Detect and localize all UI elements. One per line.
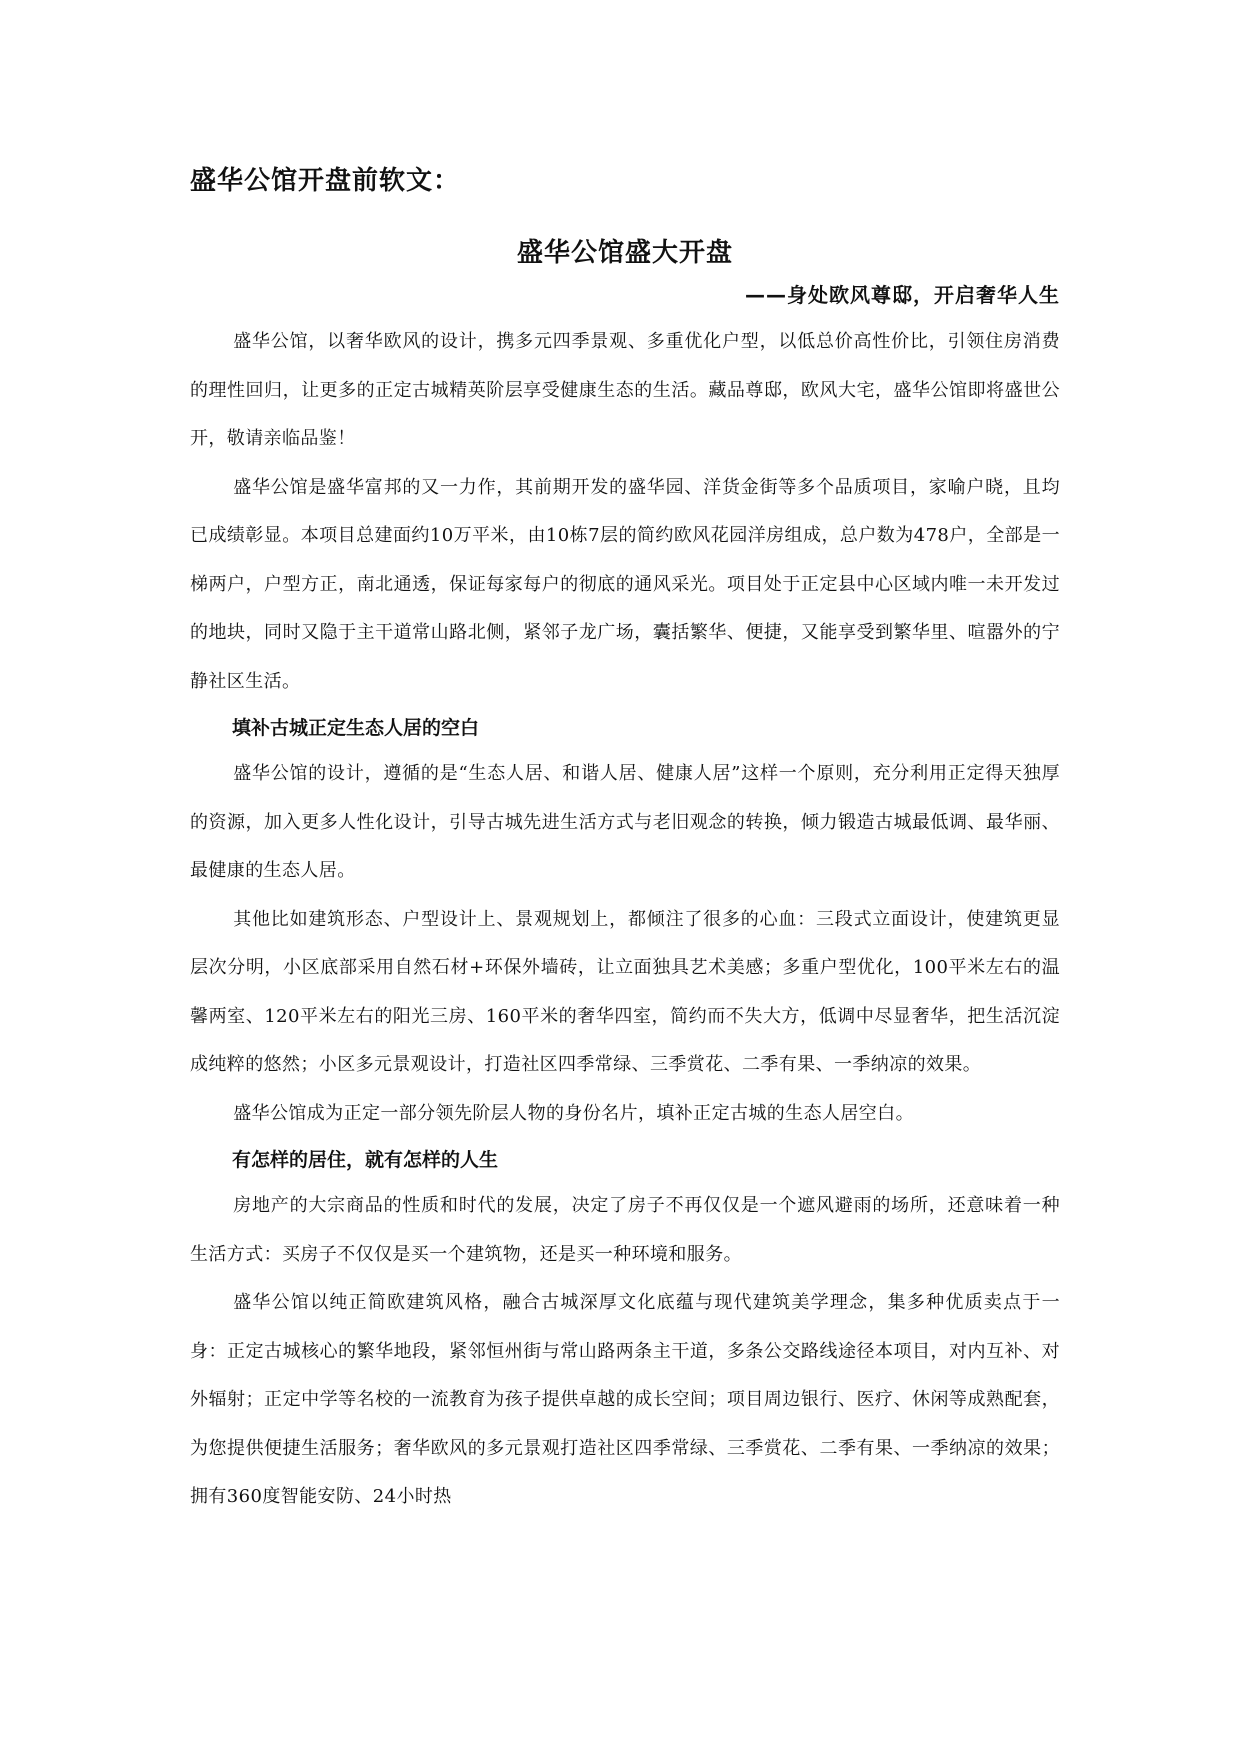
intro-paragraph-1: 盛华公馆，以奢华欧风的设计，携多元四季景观、多重优化户型，以低总价高性价比，引领住房消费的理性回归，让更多的正定古城精英阶层享受健康生态的生活。藏品尊邸，欧风大宅，盛华公馆即将盛世公开，敬请亲临品鉴！ [190,331,1060,449]
section2-paragraph-1: 房地产的大宗商品的性质和时代的发展，决定了房子不再仅仅是一个遮风避雨的场所，还意味着一种生活方式：买房子不仅仅是买一个建筑物，还是买一种环境和服务。 [190,1195,1060,1265]
section-heading-2: 有怎样的居住，就有怎样的人生 [232,1149,499,1171]
section1-paragraph-2: 其他比如建筑形态、户型设计上、景观规划上，都倾注了很多的心血：三段式立面设计，使建筑更显层次分明，小区底部采用自然石材+环保外墙砖，让立面独具艺术美感；多重户型优化，100平米左右的温馨两室、120平米左右的阳光三房、160平米的奢华四室，简约而不失大方，低调中尽显奢华，把生活沉淀成纯粹的悠然；小区多元景观设计，打造社区四季常绿、三季赏花、二季有果、一季纳凉的效果。 [190,908,1060,1075]
section-heading-1: 填补古城正定生态人居的空白 [232,717,480,739]
section1-paragraph-3: 盛华公馆成为正定一部分领先阶层人物的身份名片，填补正定古城的生态人居空白。 [233,1102,914,1124]
article-subtitle: ——身处欧风尊邸，开启奢华人生 [745,283,1060,307]
intro-paragraph-2: 盛华公馆是盛华富邦的又一力作，其前期开发的盛华园、洋货金街等多个品质项目，家喻户晓，且均已成绩彰显。本项目总建面约10万平米，由10栋7层的简约欧风花园洋房组成，总户数为478户，全部是一梯两户，户型方正，南北通透，保证每家每户的彻底的通风采光。项目处于正定县中心区域内唯一未开发过的地块，同时又隐于主干道常山路北侧，紧邻子龙广场，囊括繁华、便捷，又能享受到繁华里、喧嚣外的宁静社区生活。 [190,476,1060,692]
section1-paragraph-1: 盛华公馆的设计，遵循的是“生态人居、和谐人居、健康人居”这样一个原则，充分利用正定得天独厚的资源，加入更多人性化设计，引导古城先进生活方式与老旧观念的转换，倾力锻造古城最低调、最华丽、最健康的生态人居。 [190,763,1060,881]
article-title: 盛华公馆盛大开盘 [516,238,733,268]
section2-paragraph-2: 盛华公馆以纯正简欧建筑风格，融合古城深厚文化底蕴与现代建筑美学理念，集多种优质卖点于一身：正定古城核心的繁华地段，紧邻恒州街与常山路两条主干道，多条公交路线途径本项目，对内互补、对外辐射；正定中学等名校的一流教育为孩子提供卓越的成长空间；项目周边银行、医疗、休闲等成熟配套，为您提供便捷生活服务；奢华欧风的多元景观打造社区四季常绿、三季赏花、二季有果、一季纳凉的效果；拥有360度智能安防、24小时热 [190,1292,1060,1507]
document-label: 盛华公馆开盘前软文： [190,166,461,196]
document-body [190,164,1060,1522]
